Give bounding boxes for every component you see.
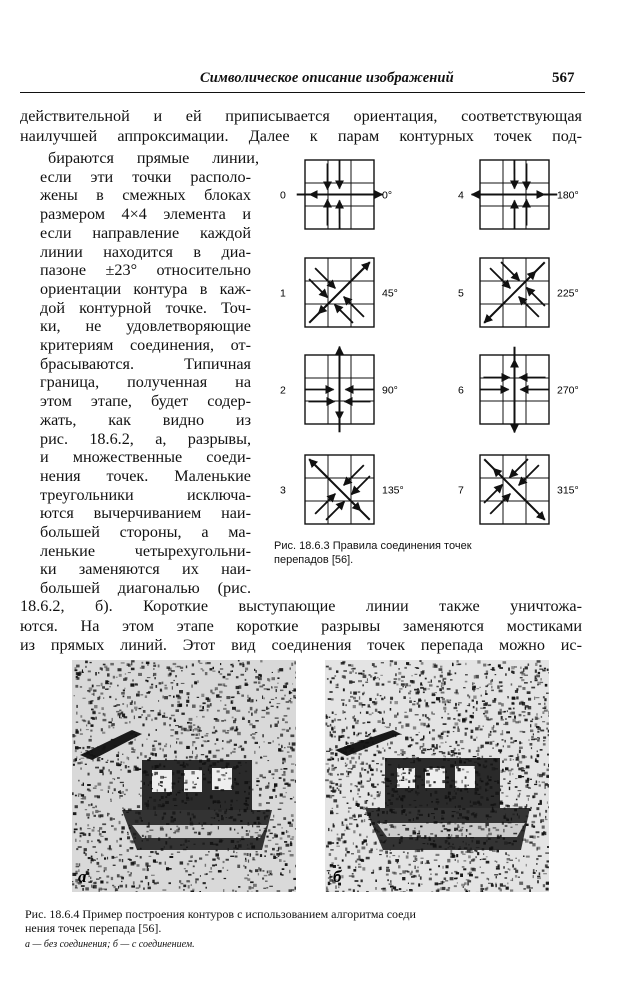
link-rule-grid <box>305 258 374 327</box>
photo-label-b: б <box>333 867 342 886</box>
figure-18-6-3 <box>270 150 600 550</box>
text-line: пазоне ±23° относительно <box>40 261 251 280</box>
text-line: треугольники исключа- <box>40 485 251 504</box>
header-rule <box>20 92 585 93</box>
text-line: дой контурной точке. Точ- <box>40 298 251 317</box>
text-line: ки, не удовлетворяющие <box>40 317 251 336</box>
rule-angle: 225° <box>557 287 579 300</box>
rule-index: 7 <box>458 484 464 497</box>
figure-18-6-3-caption-line2: перепадов [56]. <box>274 554 354 566</box>
rule-index: 4 <box>458 189 464 202</box>
text-line: размером 4×4 элемента и <box>40 205 251 224</box>
text-line: жать, как видно из <box>40 410 251 429</box>
text-line: ориентации контура в каж- <box>40 279 251 298</box>
text-line: линии находится в диа- <box>40 242 251 261</box>
text-line: граница, полученная на <box>40 373 251 392</box>
rule-angle: 315° <box>557 484 579 497</box>
text-line: ленькие четырехугольни- <box>40 541 251 560</box>
text-line: ются вычерчиванием наи- <box>40 504 251 523</box>
rule-angle: 90° <box>382 384 398 397</box>
text-line: из прямых линий. Этот вид соединения точек перепада можно ис- <box>20 636 582 654</box>
page-number: 567 <box>552 70 575 86</box>
link-rule-grid <box>480 347 549 433</box>
rule-angle: 0° <box>382 189 393 202</box>
photo-with-linking <box>325 660 549 892</box>
text-line: большей стороны, а ма- <box>40 523 251 541</box>
rule-index: 1 <box>280 287 286 300</box>
text-line: рис. 18.6.2, а, разрывы, <box>40 429 251 448</box>
photo-without-linking <box>72 660 296 892</box>
rule-angle: 180° <box>557 189 579 202</box>
link-rule-grid <box>472 160 558 229</box>
text-line: брасываются. Типичная <box>40 354 251 373</box>
figure-18-6-3-caption-line1: Рис. 18.6.3 Правила соединения точек <box>274 540 472 552</box>
text-line: если эти точки располо- <box>40 167 251 186</box>
text-line: 18.6.2, б). Короткие выступающие линии также уничтожа- <box>20 597 582 615</box>
text-line: действительной и ей приписывается ориентация, соответствующая <box>20 107 582 125</box>
text-line: жены в смежных блоках <box>40 186 251 205</box>
text-line: большей диагональю (рис. <box>40 579 251 598</box>
text-line: и множественные соеди- <box>40 448 251 467</box>
text-line: критериям соединения, от- <box>40 336 251 354</box>
rule-index: 6 <box>458 384 464 397</box>
figure-18-6-4-legend: а — без соединения; б — с соединением. <box>25 939 195 950</box>
text-line: наилучшей аппроксимации. Далее к парам контурных точек под- <box>20 126 582 145</box>
rule-angle: 45° <box>382 287 398 300</box>
text-line: этом этапе, будет содер- <box>40 392 251 411</box>
text-line: бираются прямые линии, <box>48 149 259 167</box>
rule-index: 3 <box>280 484 286 497</box>
text-line: ются. На этом этапе короткие разрывы заменяются мостиками <box>20 616 582 635</box>
text-line: нения точек. Маленькие <box>40 466 251 485</box>
link-rule-grid <box>305 347 374 433</box>
rule-angle: 135° <box>382 484 404 497</box>
text-line: ки заменяются их наи- <box>40 560 251 579</box>
running-header-title: Символическое описание изображений <box>200 70 454 86</box>
link-rule-grid <box>480 455 549 524</box>
text-line: если направление каждой <box>40 223 251 242</box>
photo-label-a: а <box>78 867 87 886</box>
link-rule-grid <box>297 160 383 229</box>
rule-angle: 270° <box>557 384 579 397</box>
figure-18-6-4-caption-line2: нения точек перепада [56]. <box>25 921 162 935</box>
figure-18-6-4-caption-line1: Рис. 18.6.4 Пример построения контуров с использованием алгоритма соеди <box>25 907 416 921</box>
rule-index: 0 <box>280 189 286 202</box>
rule-index: 2 <box>280 384 286 397</box>
rule-index: 5 <box>458 287 464 300</box>
link-rule-grid <box>480 258 549 327</box>
link-rule-grid <box>305 455 374 524</box>
